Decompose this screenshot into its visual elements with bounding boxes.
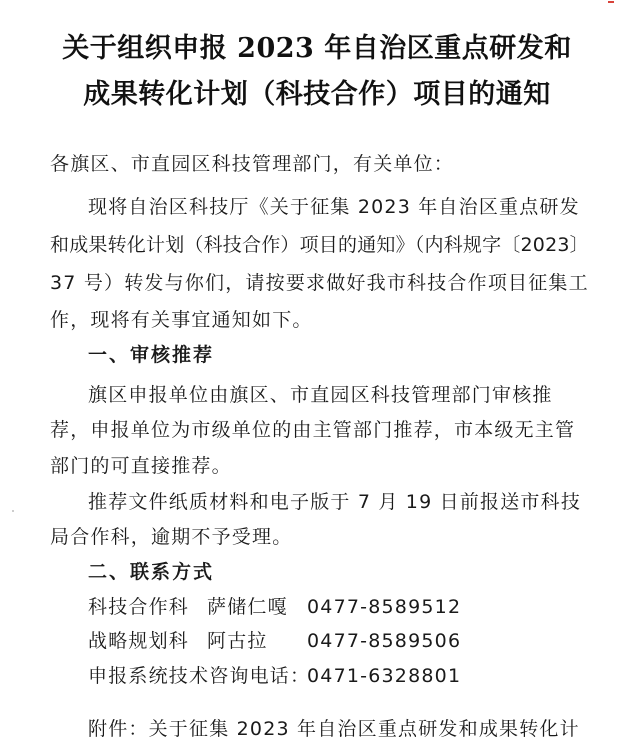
section-1-heading: 一、审核推荐 (88, 344, 215, 366)
contact-2-dept: 战略规划科 (88, 630, 190, 652)
intro-line-3: 37 号）转发与你们，请按要求做好我市科技合作项目征集工 (50, 272, 589, 294)
attachment-line: 附件：关于征集 2023 年自治区重点研发和成果转化计 (88, 718, 580, 740)
title-line-1: 关于组织申报 2023 年自治区重点研发和 (62, 33, 572, 64)
title-line-2: 成果转化计划（科技合作）项目的通知 (83, 79, 551, 110)
salutation: 各旗区、市直园区科技管理部门，有关单位： (50, 153, 455, 175)
section-1-para-1-line-1: 旗区申报单位由旗区、市直园区科技管理部门审核推 (88, 384, 553, 406)
contact-2-phone: 0477-8589506 (307, 630, 462, 652)
hotline-phone: 0471-6328801 (307, 665, 462, 687)
intro-line-1: 现将自治区科技厅《关于征集 2023 年自治区重点研发 (88, 196, 580, 218)
contact-1-dept: 科技合作科 (88, 596, 190, 618)
hotline-label: 申报系统技术咨询电话： (88, 665, 311, 687)
contact-1-phone: 0477-8589512 (307, 596, 462, 618)
section-1-para-1-line-3: 部门的可直接推荐。 (50, 455, 232, 477)
section-1-para-1-line-2: 荐，申报单位为市级单位的由主管部门推荐，市本级无主管 (50, 419, 576, 441)
top-red-mark (0, 0, 634, 3)
contact-1-person: 萨储仁嘎 (207, 596, 288, 618)
section-1-para-2-line-2: 局合作科，逾期不予受理。 (50, 526, 293, 548)
section-1-para-2-line-1: 推荐文件纸质材料和电子版于 7 月 19 日前报送市科技 (88, 491, 582, 513)
intro-line-4: 作，现将有关事宜通知如下。 (50, 309, 313, 331)
contact-2-person: 阿古拉 (207, 630, 268, 652)
intro-line-2: 和成果转化计划（科技合作）项目的通知》（内科规字〔2023〕 (50, 234, 589, 256)
scan-speck (12, 510, 14, 512)
section-2-heading: 二、联系方式 (88, 561, 215, 583)
